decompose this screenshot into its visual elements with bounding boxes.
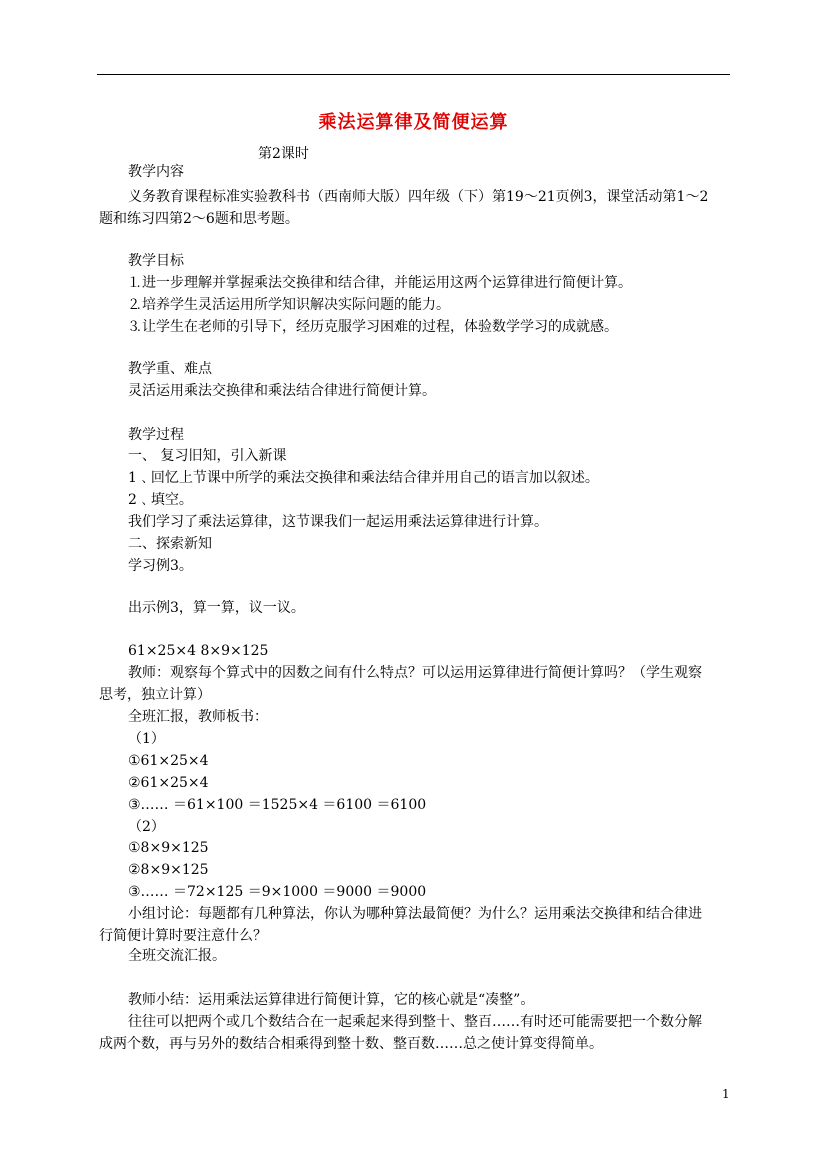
equation-line: ②8×9×125 (128, 862, 209, 878)
section-heading: 一、 复习旧知，引入新课 (128, 448, 287, 464)
paragraph-line: 全班汇报，教师板书： (128, 709, 268, 725)
paragraph-line: 我们学习了乘法运算律，这节课我们一起运用乘法运算律进行计算。 (128, 514, 548, 530)
equation-line: ①8×9×125 (128, 840, 209, 856)
heading-objectives: 教学目标 (128, 253, 184, 269)
objective-item: ⒊让学生在老师的引导下，经历克服学习困难的过程，体验数学学习的成就感。 (128, 319, 618, 335)
heading-process: 教学过程 (128, 427, 184, 443)
objective-item: ⒈进一步理解并掌握乘法交换律和结合律，并能运用这两个运算律进行简便计算。 (128, 275, 632, 291)
equation-line: 61×25×4 8×9×125 (128, 643, 269, 659)
heading-key-points: 教学重、难点 (128, 361, 212, 377)
lesson-number: 第2课时 (258, 146, 309, 162)
paragraph-line: 2﹑填空。 (128, 492, 193, 508)
paragraph-line: 学习例3。 (128, 558, 193, 574)
paragraph-line: 往往可以把两个或几个数结合在一起乘起来得到整十、整百……有时还可能需要把一个数分解 (128, 1014, 702, 1030)
heading-content: 教学内容 (128, 164, 184, 180)
equation-line: ②61×25×4 (128, 775, 209, 791)
page-number: 1 (722, 1087, 730, 1101)
paragraph-line: 出示例3，算一算，议一议。 (128, 600, 305, 616)
list-label: （2） (128, 819, 165, 835)
paragraph-line: 灵活运用乘法交换律和乘法结合律进行简便计算。 (128, 383, 436, 399)
paragraph-line: 全班交流汇报。 (128, 948, 226, 964)
paragraph-line: 教师小结：运用乘法运算律进行简便计算，它的核心就是“凑整”。 (128, 992, 535, 1008)
paragraph-line: 思考，独立计算） (99, 687, 211, 703)
section-heading: 二、探索新知 (128, 536, 212, 552)
paragraph-line: 小组讨论：每题都有几种算法，你认为哪种算法最简便？为什么？运用乘法交换律和结合律进 (128, 906, 702, 922)
objective-item: ⒉培养学生灵活运用所学知识解决实际问题的能力。 (128, 297, 450, 313)
paragraph-line: 1﹑回忆上节课中所学的乘法交换律和乘法结合律并用自己的语言加以叙述。 (128, 470, 599, 486)
paragraph-line: 义务教育课程标准实验教科书（西南师大版）四年级（下）第19～21页例3，课堂活动第1～2 (128, 189, 709, 205)
equation-line: ①61×25×4 (128, 753, 209, 769)
list-label: （1） (128, 731, 165, 747)
page-title: 乘法运算律及简便运算 (318, 112, 509, 133)
paragraph-line: 题和练习四第2～6题和思考题。 (99, 211, 299, 227)
paragraph-line: 行简便计算时要注意什么？ (99, 928, 267, 944)
equation-line: ③…… ＝61×100 ＝1525×4 ＝6100 ＝6100 (128, 797, 427, 813)
header-rule (97, 74, 730, 75)
equation-line: ③…… ＝72×125 ＝9×1000 ＝9000 ＝9000 (128, 884, 427, 900)
paragraph-line: 成两个数，再与另外的数结合相乘得到整十数、整百数……总之使计算变得简单。 (99, 1036, 603, 1052)
paragraph-line: 教师：观察每个算式中的因数之间有什么特点？可以运用运算律进行简便计算吗？（学生观察 (128, 665, 702, 681)
